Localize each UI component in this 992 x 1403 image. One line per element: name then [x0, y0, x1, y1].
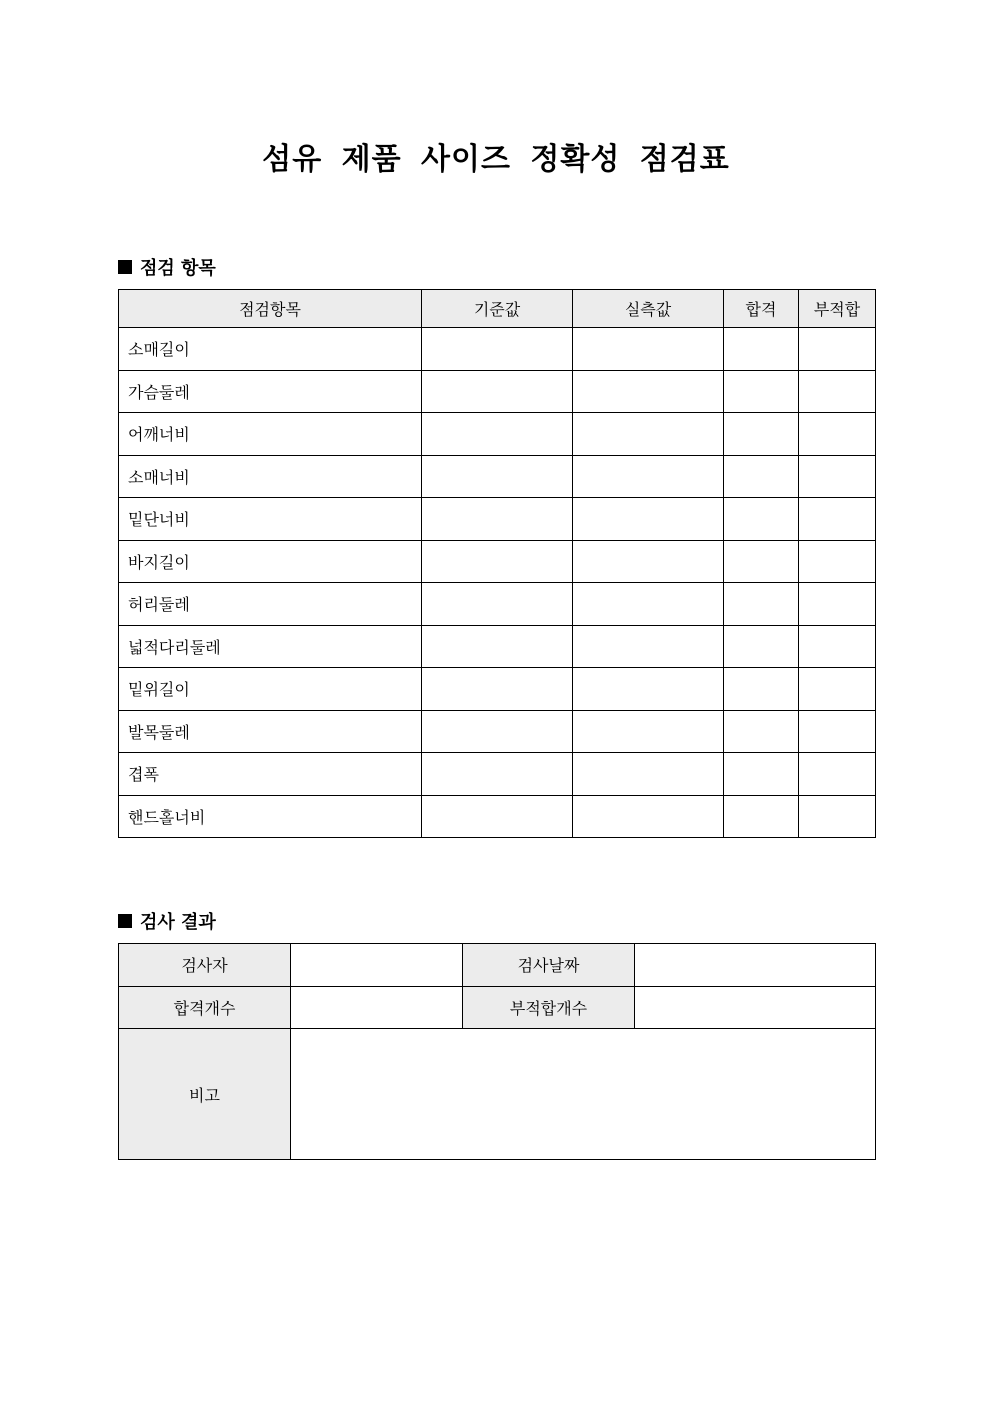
section-heading-inspection-items	[118, 254, 216, 280]
table-row	[119, 944, 876, 987]
fail-cell[interactable]	[799, 413, 876, 456]
pass-cell[interactable]	[724, 753, 799, 796]
standard-value-cell[interactable]	[422, 413, 573, 456]
pass-cell[interactable]	[724, 455, 799, 498]
document-title: 섬유 제품 사이즈 정확성 점검표	[262, 142, 730, 177]
fail-cell[interactable]	[799, 583, 876, 626]
section-heading-inspection-result	[118, 908, 216, 934]
fail-cell[interactable]	[799, 795, 876, 838]
fail-cell[interactable]	[799, 625, 876, 668]
fail-cell[interactable]	[799, 328, 876, 371]
fail-cell[interactable]	[799, 370, 876, 413]
inspector-label: 검사자	[119, 944, 291, 987]
pass-cell[interactable]	[724, 540, 799, 583]
table-row	[119, 668, 876, 711]
pass-cell[interactable]	[724, 668, 799, 711]
pass-cell[interactable]	[724, 710, 799, 753]
pass-cell[interactable]	[724, 583, 799, 626]
fail-count-field[interactable]	[635, 986, 876, 1029]
item-name-cell: 핸드홀너비	[119, 795, 422, 838]
measured-value-cell[interactable]	[573, 455, 724, 498]
measured-value-cell[interactable]	[573, 413, 724, 456]
standard-value-cell[interactable]	[422, 753, 573, 796]
inspection-items-table	[118, 289, 876, 838]
item-name-cell: 넓적다리둘레	[119, 625, 422, 668]
standard-value-cell[interactable]	[422, 540, 573, 583]
remarks-field[interactable]	[291, 1029, 876, 1160]
column-header-measured: 실측값	[573, 290, 724, 328]
black-square-icon	[118, 260, 132, 274]
pass-count-field[interactable]	[291, 986, 463, 1029]
table-row	[119, 625, 876, 668]
black-square-icon	[118, 914, 132, 928]
column-header-fail: 부적합	[799, 290, 876, 328]
column-header-standard: 기준값	[422, 290, 573, 328]
measured-value-cell[interactable]	[573, 710, 724, 753]
item-name-cell: 발목둘레	[119, 710, 422, 753]
table-row	[119, 498, 876, 541]
section-heading-label: 점검 항목	[140, 258, 216, 279]
standard-value-cell[interactable]	[422, 583, 573, 626]
table-row	[119, 455, 876, 498]
table-row	[119, 986, 876, 1029]
item-name-cell: 밑위길이	[119, 668, 422, 711]
inspection-result-table	[118, 943, 876, 1160]
fail-cell[interactable]	[799, 668, 876, 711]
standard-value-cell[interactable]	[422, 370, 573, 413]
item-name-cell: 바지길이	[119, 540, 422, 583]
item-name-cell: 밑단너비	[119, 498, 422, 541]
item-name-cell: 겹폭	[119, 753, 422, 796]
measured-value-cell[interactable]	[573, 753, 724, 796]
pass-cell[interactable]	[724, 498, 799, 541]
fail-cell[interactable]	[799, 540, 876, 583]
item-name-cell: 어깨너비	[119, 413, 422, 456]
pass-cell[interactable]	[724, 370, 799, 413]
standard-value-cell[interactable]	[422, 668, 573, 711]
table-row	[119, 413, 876, 456]
measured-value-cell[interactable]	[573, 583, 724, 626]
table-row	[119, 1029, 876, 1160]
item-name-cell: 허리둘레	[119, 583, 422, 626]
section-heading-label: 검사 결과	[140, 912, 216, 933]
table-row	[119, 583, 876, 626]
standard-value-cell[interactable]	[422, 625, 573, 668]
standard-value-cell[interactable]	[422, 498, 573, 541]
fail-cell[interactable]	[799, 753, 876, 796]
inspector-field[interactable]	[291, 944, 463, 987]
table-row	[119, 540, 876, 583]
inspection-date-label: 검사날짜	[463, 944, 635, 987]
pass-cell[interactable]	[724, 328, 799, 371]
standard-value-cell[interactable]	[422, 455, 573, 498]
measured-value-cell[interactable]	[573, 625, 724, 668]
table-row	[119, 370, 876, 413]
table-row	[119, 328, 876, 371]
pass-cell[interactable]	[724, 625, 799, 668]
standard-value-cell[interactable]	[422, 710, 573, 753]
inspection-date-field[interactable]	[635, 944, 876, 987]
pass-cell[interactable]	[724, 413, 799, 456]
column-header-pass: 합격	[724, 290, 799, 328]
table-row	[119, 795, 876, 838]
measured-value-cell[interactable]	[573, 328, 724, 371]
item-name-cell: 소매길이	[119, 328, 422, 371]
column-header-item: 점검항목	[119, 290, 422, 328]
remarks-label: 비고	[119, 1029, 291, 1160]
fail-cell[interactable]	[799, 455, 876, 498]
item-name-cell: 소매너비	[119, 455, 422, 498]
table-row	[119, 753, 876, 796]
table-row	[119, 710, 876, 753]
pass-cell[interactable]	[724, 795, 799, 838]
measured-value-cell[interactable]	[573, 668, 724, 711]
measured-value-cell[interactable]	[573, 498, 724, 541]
fail-count-label: 부적합개수	[463, 986, 635, 1029]
table-header-row	[119, 290, 876, 328]
measured-value-cell[interactable]	[573, 540, 724, 583]
item-name-cell: 가슴둘레	[119, 370, 422, 413]
pass-count-label: 합격개수	[119, 986, 291, 1029]
standard-value-cell[interactable]	[422, 795, 573, 838]
standard-value-cell[interactable]	[422, 328, 573, 371]
measured-value-cell[interactable]	[573, 795, 724, 838]
fail-cell[interactable]	[799, 498, 876, 541]
fail-cell[interactable]	[799, 710, 876, 753]
measured-value-cell[interactable]	[573, 370, 724, 413]
